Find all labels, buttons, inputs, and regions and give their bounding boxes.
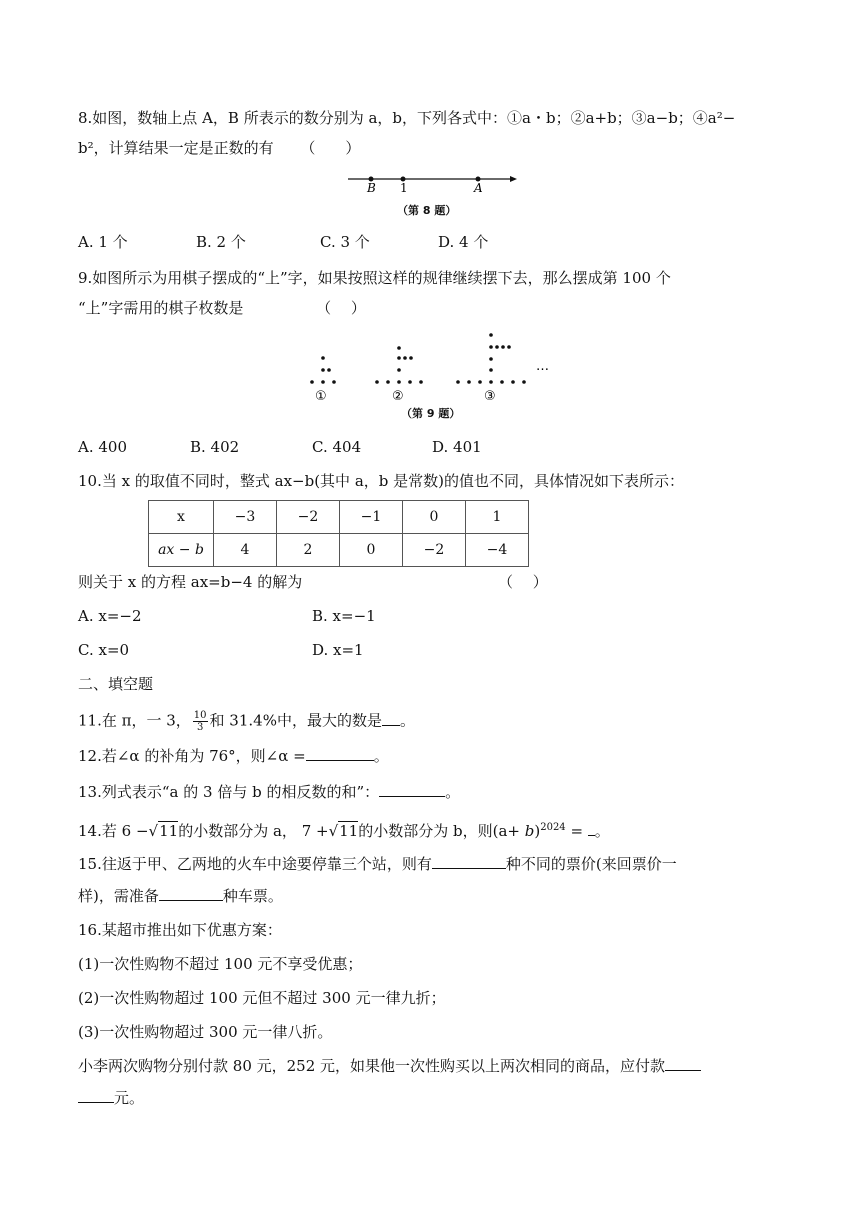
q11-post: 和 31.4%中，最大的数是: [209, 711, 382, 730]
q11-pre: 11.在 π，一 3，: [78, 711, 191, 730]
q16-line1: 16.某超市推出如下优惠方案：: [78, 921, 282, 939]
q9-pattern-figure: [300, 325, 560, 400]
q9-caption: （第 9 题）: [401, 407, 461, 420]
q8-option-d: D. 4 个: [438, 233, 489, 251]
table-header-expression: ax − b: [149, 534, 214, 567]
expr1-prefix: 6 −: [121, 822, 149, 840]
q10-value-table: [148, 500, 529, 567]
q8-line2: [78, 138, 360, 158]
q14-pre: 14.若: [78, 822, 117, 840]
q10-text: 则关于 x 的方程 ax=b−4 的解为: [78, 573, 303, 591]
q16-item3: (3)一次性购物超过 300 元一律八折。: [78, 1023, 333, 1041]
q14-expr2: 7 +√11: [301, 822, 359, 840]
pattern-ellipsis: …: [536, 359, 549, 374]
q10-option-d: D. x=1: [312, 641, 364, 659]
expr2-prefix: 7 +: [301, 822, 329, 840]
q9-answer-paren: （ ）: [316, 299, 366, 317]
q12-line: [78, 746, 389, 766]
q13-answer-blank[interactable]: [379, 782, 445, 797]
q15-pre: 15.往返于甲、乙两地的火车中途要停靠三个站，则有: [78, 855, 432, 873]
fraction-denominator: 3: [196, 722, 204, 733]
q8-line1: 8.如图，数轴上点 A，B 所表示的数分别为 a，b，下列各式中：①a・b；②a+b；③a−b；④a²−: [78, 109, 736, 127]
q12-answer-blank[interactable]: [306, 746, 374, 761]
q16-end: 元。: [114, 1089, 145, 1107]
table-cell: −1: [340, 501, 403, 534]
q16-answer-blank-part2[interactable]: [78, 1088, 114, 1103]
q14-mid: 的小数部分为 a，: [178, 822, 297, 840]
point-b-label: B: [367, 181, 376, 194]
q8-caption: （第 8 题）: [397, 204, 457, 217]
q15-line2: [78, 886, 283, 906]
q8-answer-paren: （ ）: [300, 139, 361, 157]
q10-line1: 10.当 x 的取值不同时，整式 ax−b(其中 a，b 是常数)的值也不同，具体情况如下表所示：: [78, 472, 684, 490]
q14-end: 。: [594, 822, 610, 840]
q15-line2-end: 种车票。: [222, 887, 283, 905]
q15-line2-pre: 样)，需准备: [78, 887, 159, 905]
table-header-x: x: [149, 501, 214, 534]
q16-item2: (2)一次性购物超过 100 元但不超过 300 元一律九折；: [78, 989, 446, 1007]
q8-option-a: A. 1 个: [78, 233, 128, 251]
q11-line: [78, 710, 415, 733]
q8-text: b²，计算结果一定是正数的有: [78, 139, 274, 157]
pattern-2-dots: [375, 346, 423, 384]
pattern-2-label: ②: [392, 389, 404, 400]
table-cell: 0: [403, 501, 466, 534]
q10-option-b: B. x=−1: [312, 607, 376, 625]
q11-answer-blank[interactable]: [382, 711, 400, 726]
q14-close: ): [534, 822, 541, 840]
pattern-1-dots: [310, 356, 336, 384]
q11-end: 。: [399, 711, 415, 730]
q9-line1: 9.如图所示为用棋子摆成的“上”字，如果按照这样的规律继续摆下去，那么摆成第 100 个: [78, 269, 671, 287]
table-cell: 2: [277, 534, 340, 567]
point-a-label: A: [474, 181, 483, 194]
q14-equals: =: [565, 822, 588, 840]
q10-option-c: C. x=0: [78, 641, 130, 659]
q9-option-c: C. 404: [312, 438, 362, 456]
point-one-label: 1: [400, 181, 408, 194]
q10-option-a: A. x=−2: [78, 607, 142, 625]
q15-mid: 种不同的票价(来回票价一: [505, 855, 677, 873]
q10-line2: [78, 572, 548, 592]
table-cell: 4: [214, 534, 277, 567]
table-cell: −2: [403, 534, 466, 567]
q16-line6: [78, 1088, 144, 1108]
q14-line: [78, 818, 610, 841]
table-row: [149, 534, 529, 567]
q9-option-d: D. 401: [432, 438, 482, 456]
q14-expr1: 6 −√11: [121, 822, 179, 840]
q15-answer-blank-2[interactable]: [159, 886, 223, 901]
q16-line5: [78, 1056, 701, 1076]
pattern-3-label: ③: [484, 389, 496, 400]
q10-answer-paren: （ ）: [498, 573, 548, 591]
table-cell: −3: [214, 501, 277, 534]
q16-answer-blank-part1[interactable]: [665, 1056, 701, 1071]
q9-option-b: B. 402: [190, 438, 240, 456]
table-row: [149, 501, 529, 534]
table-cell: −2: [277, 501, 340, 534]
q13-end: 。: [445, 783, 461, 801]
q16-text: 小李两次购物分别付款 80 元，252 元，如果他一次性购买以上两次相同的商品，应付款: [78, 1057, 666, 1075]
q8-number-line: [340, 168, 520, 194]
table-cell: 1: [466, 501, 529, 534]
q14-mid2: 的小数部分为 b，则(a+: [358, 822, 520, 840]
q14-b: b: [524, 822, 535, 840]
expr2-radicand: 11: [339, 822, 359, 840]
q8-option-b: B. 2 个: [196, 233, 246, 251]
q15-answer-blank-1[interactable]: [432, 854, 506, 869]
q14-exponent: 2024: [540, 822, 566, 833]
number-line-arrow: [510, 176, 517, 182]
expr1-radicand: 11: [159, 822, 179, 840]
table-cell: 0: [340, 534, 403, 567]
q12-pre: 12.若∠α 的补角为 76°，则∠α =: [78, 747, 306, 765]
q13-line: [78, 782, 460, 802]
section-heading: 二、填空题: [78, 675, 154, 693]
pattern-1-label: ①: [315, 389, 327, 400]
q11-fraction: [193, 710, 208, 733]
table-cell: −4: [466, 534, 529, 567]
q12-end: 。: [373, 747, 389, 765]
q14-answer-blank[interactable]: [588, 821, 595, 836]
q8-option-c: C. 3 个: [320, 233, 370, 251]
q9-line2: [78, 298, 366, 318]
q9-text: “上”字需用的棋子枚数是: [78, 299, 244, 317]
fraction-numerator: 10: [193, 710, 207, 721]
q13-pre: 13.列式表示“a 的 3 倍与 b 的相反数的和”：: [78, 783, 380, 801]
q15-line1: [78, 854, 677, 874]
q9-option-a: A. 400: [78, 438, 127, 456]
q16-item1: (1)一次性购物不超过 100 元不享受优惠；: [78, 955, 363, 973]
pattern-3-dots: [456, 333, 526, 384]
